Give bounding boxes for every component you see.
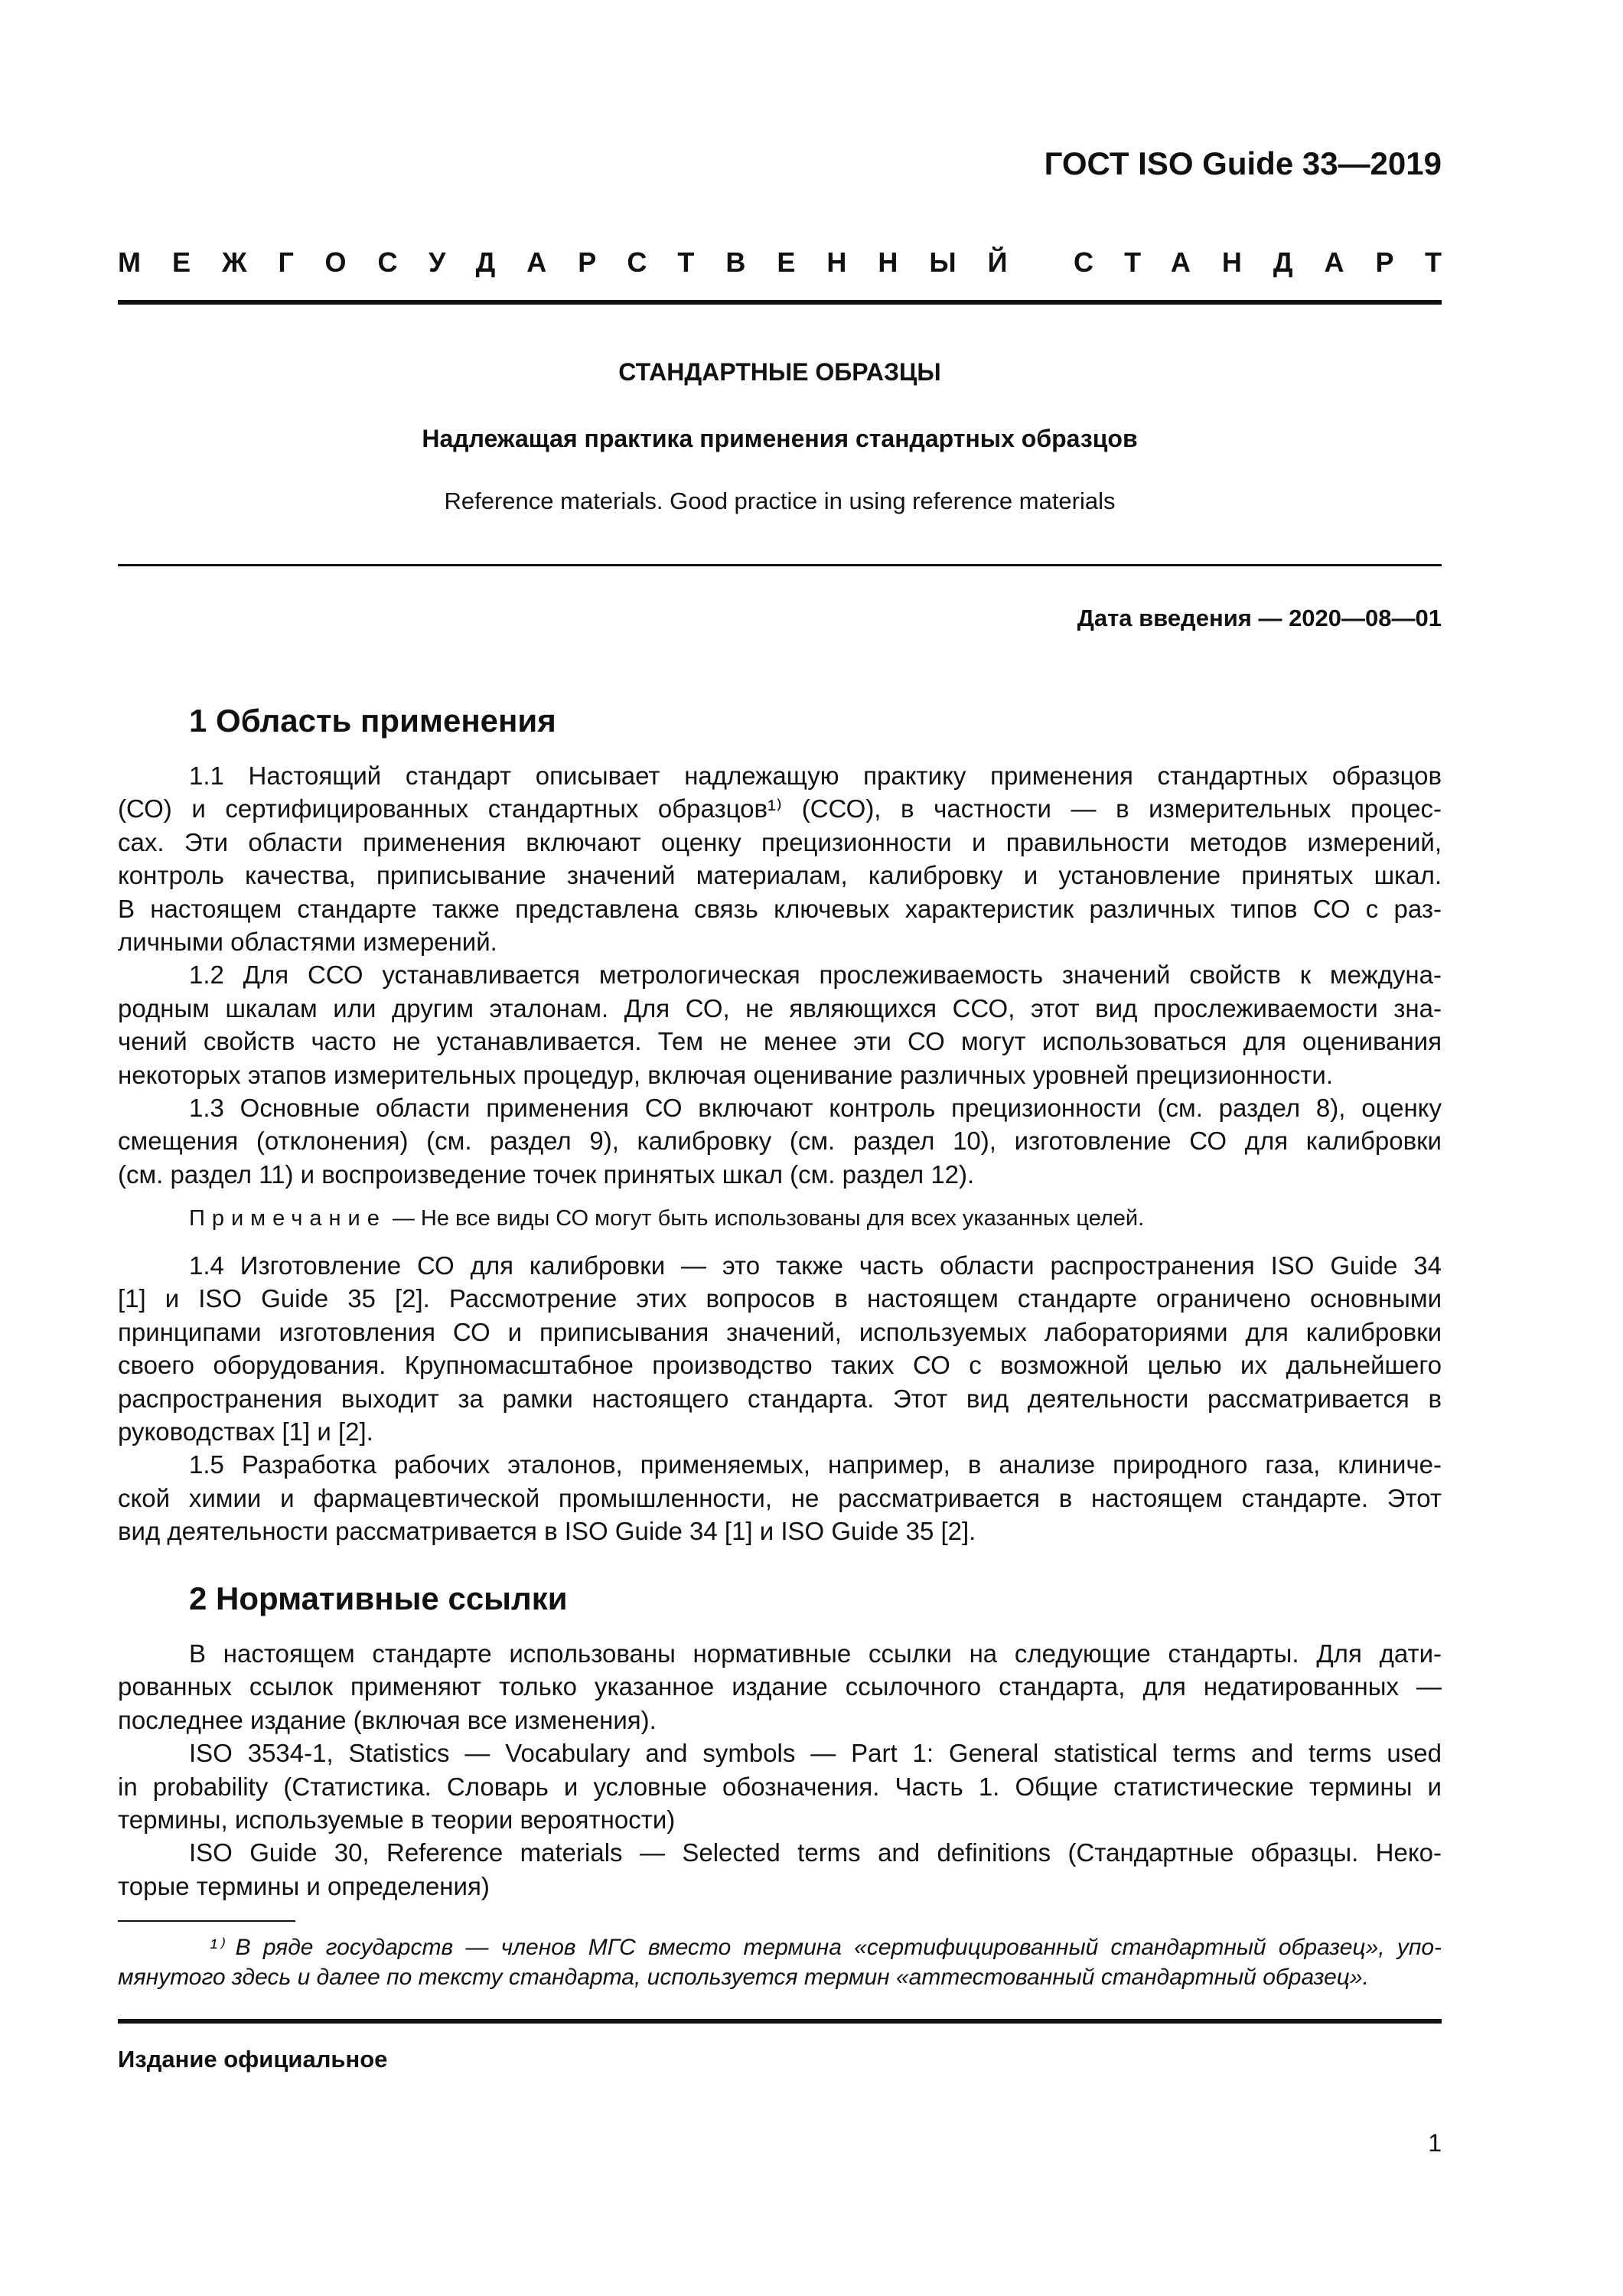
page-number: 1 [1428,2129,1442,2157]
text-line: В настоящем стандарте использованы нормативные ссылки на следующие стандарты. Для дати- [189,1639,1442,1668]
text-line: личными областями измерений. [118,928,497,957]
banner-word-2: СТАНДАРТ [1074,246,1473,278]
document-code: ГОСТ ISO Guide 33—2019 [1044,145,1442,181]
text-line: 1.2 Для ССО устанавливается метрологическая прослеживаемость значений свойств к междуна- [189,960,1442,990]
text-line: (см. раздел 11) и воспроизведение точек принятых шкал (см. раздел 12). [118,1159,975,1189]
document-subtitle: Надлежащая практика применения стандартных образцов [422,425,1138,452]
text-line: вид деятельности рассматривается в ISO Guide 34 [1] и ISO Guide 35 [2]. [118,1517,976,1546]
text-line: [1] и ISO Guide 35 [2]. Рассмотрение этих вопросов в настоящем стандарте ограничено основными [118,1284,1442,1313]
document-title: СТАНДАРТНЫЕ ОБРАЗЦЫ [618,358,941,386]
introduction-date: Дата введения — 2020—08—01 [1077,605,1442,631]
note [189,1206,1144,1231]
footnote [118,1932,1442,1992]
text-line: некоторых этапов измерительных процедур, включая оценивание различных уровней прецизионности. [118,1060,1334,1089]
text-line: распространения выходит за рамки настоящего стандарта. Этот вид деятельности рассматривается в [118,1384,1442,1413]
text-line: ISO Guide 30, Reference materials — Selected terms and definitions (Стандартные образцы. Неко- [189,1838,1442,1867]
text-line: in probability (Статистика. Словарь и условные обозначения. Часть 1. Общие статистические термины и [118,1772,1442,1801]
section-2-heading: 2 Нормативные ссылки [189,1580,568,1616]
text-line: сах. Эти области применения включают оценку прецизионности и правильности методов измерений, [118,827,1442,856]
section-1-paragraphs-b [118,1249,1442,1548]
text-line: своего оборудования. Крупномасштабное производство таких СО с возможной целью их дальнейшего [118,1351,1442,1380]
paragraph [118,1249,1442,1448]
paragraph [118,1091,1442,1191]
footnote-separator [118,1920,295,1922]
note-text: — Не все виды СО могут быть использованы для всех указанных целей. [392,1206,1145,1231]
text-line: контроль качества, приписывание значений материалам, калибровку и установление принятых шкал. [118,861,1442,890]
english-title: Reference materials. Good practice in using reference materials [444,488,1116,514]
header-divider [118,300,1442,305]
text-line: 1.4 Изготовление СО для калибровки — это также часть области распространения ISO Guide 34 [189,1251,1442,1280]
paragraph [118,1448,1442,1548]
text-line: ской химии и фармацевтической промышленности, не рассматривается в настоящем стандарте. Этот [118,1483,1442,1512]
section-1-heading: 1 Область применения [189,703,556,739]
standard-type-banner [118,246,1473,279]
text-line: 1.3 Основные области применения СО включают контроль прецизионности (см. раздел 8), оценку [189,1094,1442,1123]
text-line: руководствах [1] и [2]. [118,1417,373,1446]
text-line: В настоящем стандарте также представлена связь ключевых характеристик различных типов СО с раз- [118,894,1442,923]
text-line: торые термины и определения) [118,1871,490,1900]
footer-divider [118,2019,1442,2024]
note-label: Примечание [189,1206,386,1231]
text-line: 1.5 Разработка рабочих эталонов, применяемых, например, в анализе природного газа, клиниче- [189,1450,1442,1479]
text-line: родным шкалам или другим эталонам. Для СО, не являющихся ССО, этот вид прослеживаемости зна- [118,993,1442,1022]
paragraph [118,958,1442,1091]
text-line: термины, используемые в теории вероятности) [118,1805,676,1835]
edition-label: Издание официальное [118,2046,388,2073]
banner-word-1: МЕЖГОСУДАРСТВЕННЫЙ [118,246,1039,278]
text-line: ISO 3534-1, Statistics — Vocabulary and symbols — Part 1: General statistical terms and terms used [189,1739,1442,1768]
text-line: (СО) и сертифицированных стандартных образцов¹⁾ (ССО), в частности — в измерительных процес- [118,794,1442,823]
text-line: мянутого здесь и далее по тексту стандарта, используется термин «аттестованный стандартный образец». [118,1965,1369,1990]
text-line: принципами изготовления СО и приписывания значений, используемых лабораториями для калибровки [118,1317,1442,1346]
text-line: ¹⁾ В ряде государств — членов МГС вместо термина «сертифицированный стандартный образец», упо- [210,1935,1442,1960]
paragraph [118,1737,1442,1836]
paragraph [118,759,1442,958]
paragraph [118,1836,1442,1903]
text-line: чений свойств часто не устанавливается. Тем не менее эти СО могут использоваться для оценивания [118,1027,1442,1056]
section-2-paragraphs [118,1637,1442,1903]
paragraph [118,1637,1442,1737]
text-line: 1.1 Настоящий стандарт описывает надлежащую практику применения стандартных образцов [189,762,1442,790]
text-line: смещения (отклонения) (см. раздел 9), калибровку (см. раздел 10), изготовление СО для калибровки [118,1127,1442,1156]
section-1-paragraphs-a [118,759,1442,1191]
title-divider [118,564,1442,566]
text-line: рованных ссылок применяют только указанное издание ссылочного стандарта, для недатированных — [118,1672,1442,1701]
text-line: последнее издание (включая все изменения). [118,1705,657,1734]
paragraph [118,1932,1442,1992]
